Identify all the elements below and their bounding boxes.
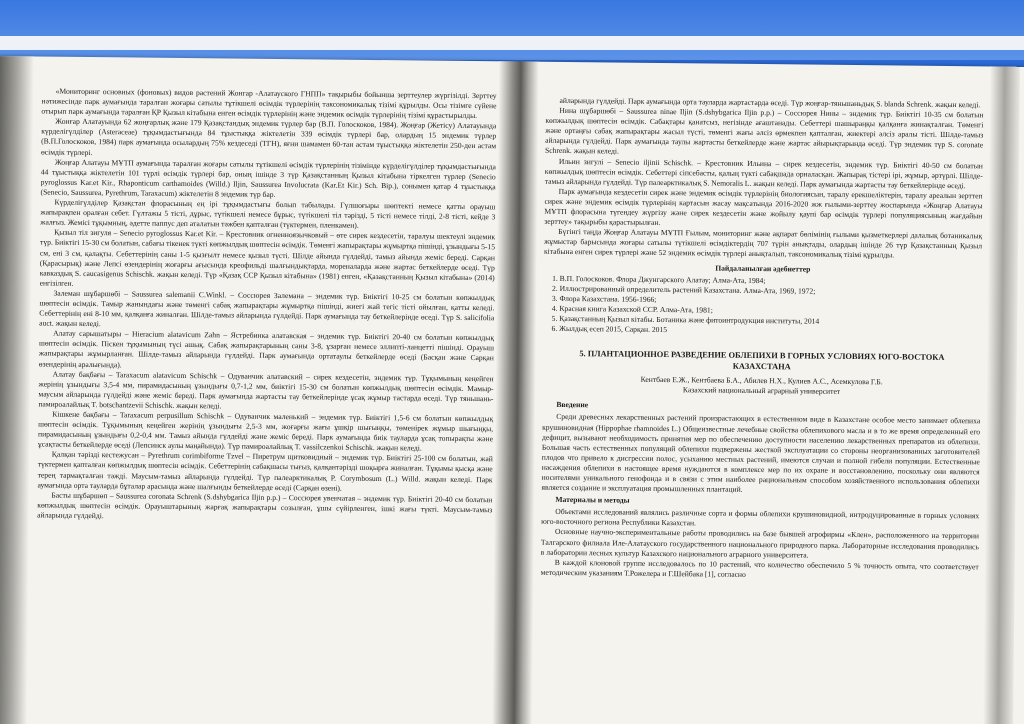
reference-item: 6. Жылдық есеп 2015, Сарқан. 2015 xyxy=(559,324,981,339)
paragraph: Среди древесных лекарственных растений произрастающих в естественном виде в Казахстане особое место занимает облепиха крушиновидная (Hippophae rhamnoides L.) Общеизвестные лечебные свойства облепихового масла и в то же время определенный его дефицит, вызывают необходимость принятия мер по обеспечению доступности населению лекарственных препаратов из облепихи. Большая часть естественных популяций облепихи подвержены жесткой эксплуатации со стороны неорганизованных заготовителей плодов что привело к дисгрессии полос, усыханию местных растений, имеются случаи и полной гибели популяции. Естественные насаждения облепихи в настоящее время нуждаются в комплексе мер по их охране и восстановлению, поскольку они являются носителями уникального генофонда и в связи с этим наиболее рациональным способом хозяйственного использования облепихи является создание и эксплуатация промышленных плантаций. xyxy=(541,412,981,494)
authors: Кентбаев Е.Ж., Кентбаева Б.А., Абилев Н.Х., Кулиев А.С., Асемкулова Г.Б. xyxy=(640,374,883,387)
scan-shadow-right xyxy=(983,66,1020,724)
paragraph: Алатау сарышатыры – Hieracium alatavicum Zahn – Ястребинка алатавская – эндемик түр. Биіктігі 20-40 см болатын көпжылдық шөптесін өсімдік. Піскен тұқымының түсі ашық. Сабақ жапырақтарының саны 3-8, ұзарған немесе эллипті-ланцетті пішінді. Орауыш жапырақтары жұмырланған. Шілде-тамыз айларында гүлдейді. Парк аумағында ортатаулы беткейлерде өседі (Басқан және Сарқан өзендерінің аралығында). xyxy=(38,328,495,369)
paragraph: Основные научно-экспериментальные работы проводились на базе бывшей агрофирмы «Клен», расположенного на территории Талгарского филиала Иле-Алатауского государственного национального природного парка. Лабораторные исследования проводились в лаборатории лесных культур Казахского национального аграрного университета. xyxy=(540,527,980,560)
paragraph: Басты шұбаршөп – Saussurea coronata Schrenk (S.dshybgarica Iljin p.p.) – Соссюрея увенчатая – эндемик түр. Биіктігі 20-40 см болатын көпжылдық шөптесін өсімдік. Орауыштарының жарғақ жапырақтары созылған, ұшы сүйірленген, ішкі жағы түкті. Маусым-тамыз айларында гүлдейді. xyxy=(37,490,493,521)
paragraph: Объектами исследований являлись различные сорта и формы облепихи крушиновидной, интродуцированные в горных условиях юго-восточного региона Республики Казахстан. xyxy=(541,507,980,528)
section-title: 5. ПЛАНТАЦИОННОЕ РАЗВЕДЕНИЕ ОБЛЕПИХИ В ГОРНЫХ УСЛОВИЯХ ЮГО-ВОСТОКА КАЗАХСТАНА xyxy=(579,349,945,372)
paragraph: Нина шұбаршөбі – Saussurea ninae Iljin (S.dshybgarica Iljin p.p.) – Соссюрея Нины – эндемик түр. Биіктігі 10-35 см болатын көпжылдық шөптесін өсімдік. Сабақтары қанатсыз, негізінде ағаштанады. Себеттері шашыраңқы қалқанға жинақталған. Төменгі және ортаңғы сабақ жапырақтары жасыл түсті, төменгі жағы әлсіз өрмекпен қапталған, жиектері әлсіз аралы тісті. Шілде-тамыз айларында гүлдейді. Парк аумағында таулы жартасты беткейлерде және жартас айырықтарында өседі. Түр эндемик түр S. coronate Schrenk. жақын келеді. xyxy=(544,106,984,157)
paragraph: Қалқан тәрізді кестежусан – Pyrethrum corimbiforme Tzvel – Пиретрум щитковидный – эндемик түр. Биіктігі 25-100 см болатын, жай түктермен қапталған көпжылдық шөптесін өсімдік. Себеттерінің сабақшасы тығыз, қалқантәрізді шоқырға жиналған. Тұқымы қысқа және терең тармақталған тәжді. Маусым-тамыз айларында гүлдейді. Түр палеарктикалық P. Corymbosum (L.) Willd. жақын келеді. Парк аумағында орта тауларда бұталар арасында және шалғынды беткейлерде өседі (Сарқан өзені). xyxy=(37,450,493,493)
paragraph: Күрделігүлділер Қазақстан флорасының ең ірі тұқымдастығы болып табылады. Гүлшоғыры шөптекті немесе қатты орауыш жапырақпен оралған себет. Гүлтажы 5 тісті, дұрыс, түтікшелі немесе бұрыс, түтікшелі тіл тәрізді, 5 тісті немесе тілді, 2-8 тісті, кейде 3 жалғыз. Жемісі тұқымның, әдетте паппус деп аталатын тәжбен қапталған (түктермен, пленкамен). xyxy=(40,197,496,231)
paragraph: Залеман шұбаршөбі – Saussurea salemanii C.Winkl. – Соссюрея Залемана – эндемик түр. Биіктігі 10-25 см болатын көпжылдық шөптесін өсімдік. Тамыр жанындағы және төменгі сабақ жапырақтары жұмыртқа пішінді, жиегі жай тегіс тісті ойылған, қатты келеді. Себеттерінің ені 8-10 мм, қалқанға жиналған. Шілде-тамыз айларында гүлдейді. Парк аумағында тау беткейлерінде өседі. Түр S. salicifolia auct. жақын келеді. xyxy=(39,288,495,329)
background-stripe xyxy=(0,36,1024,50)
paragraph: Бүгінгі таңда Жоңғар Алатауы МҰТП Ғылым, мониторинг және ақпарат бөлімінің ғылыми қызметкерлері далалық ботаникалық жұмыстар барысында жоғары сатылы түтікшелі өсімдіктердің 707 түрін анықтады, олардың ішінде 26 түр Қазақстанның Қызыл кітабына енген сирек түрлері және 52 эндемик өсімдік түрлері анықталып, таксономикалық тізімі құрылды. xyxy=(543,227,983,260)
background-top xyxy=(0,0,1024,60)
right-page xyxy=(539,96,984,724)
paragraph: Парк аумағында кездесетін сирек және эндемик өсімдік түрлерінің биологиясын, таралу ерекшеліктерін, таралу ареалын зерттеп сирек және эндемик өсімдік түрлерінің картасын жасау мақсатында 2016-2020 жж ғылыми-зерттеу жоспарында «Жоңғар Алатауы МҰТП флорасына түгендеу жүргізу және сирек кездесетін және жойылу қаупі бар өсімдік түрлері популяциясының жағдайын зерттеу» тақырыбы қарастырылған. xyxy=(544,186,983,228)
affiliation: Казахский национальный аграрный университет xyxy=(682,385,841,397)
paragraph: В каждой клоновой группе исследовалось по 10 растений, что количество обеспечило 5 % точность опыта, что соответствует методическим указаниям Т.Рожелера и Г.Шейбака [1], согласно xyxy=(540,557,979,579)
scan-shadow-left xyxy=(0,56,34,724)
reference-item: 1. В.П. Голоскоков. Флора Джунгарского Алатау; Алма-Ата, 1984; xyxy=(560,274,982,289)
references-list xyxy=(543,273,982,338)
scanned-spread xyxy=(0,56,1024,724)
reference-item: 5. Қазақстанның Қызыл кітабы. Ботаника және фитоинтродукция институты, 2014 xyxy=(559,314,981,329)
reference-item: 4. Красная книга Казахской ССР. Алма-Ата, 1981; xyxy=(559,304,981,319)
reference-item: 2. Иллюстрированный определитель растений Казахстана. Алма-Ата, 1969, 1972; xyxy=(560,284,982,299)
paragraph: Жоңғар Алатауы МҰТП аумағында таралған жоғары сатылы тұтікшелі өсімдік түрлерінің тізімінде күрделігүлділер тұқымдастығында 44 тұыстыққа жіктелетін 101 түрлі өсімдік түрлері бар, оның ішінде 3 түр Қазақстанның Қызыл кітабына тіркелген түрлер (Senecio pyroglossus Kar.et Kir., Rhaponticum carthamoides (Willd.) Iljin, Saussurea Involucrata (Kar.Et Kir.) Sch. Bip.), сонымен қатар 4 тұыстыққа (Senecio, Saussurea, Pyrethrum, Taraxacum) жіктелетін 8 эндемик түр бар. xyxy=(40,157,496,199)
reference-item: 3. Флора Казахстана. 1956-1966; xyxy=(559,294,981,309)
paragraph: айларында гүлдейді. Парк аумағында орта тауларда жартастарда өседі. Түр жоңғар-тяньшаньдық S. blanda Schrenk. жақын келеді. xyxy=(559,95,981,110)
intro-heading: Введение xyxy=(556,400,589,410)
paragraph: Алатау бақбағы – Taraxacum alatavicum Schischk – Одуванчик алатавский – сирек кездесетін, эндемик түр. Тұқымының кеңейген жерінің ұзындығы 3,5-4 мм, пирамидасының ұзындығы 0,7-1,2 мм, биіктігі 15-30 см болатын көпжылдық шөптесін өсімдік. Мамыр-маусым айларында гүлдейді және жеміс береді. Парк аумағында жартасты тау беткейлерінде ұсақ жұмыр тастарда өседі. Түр тяньшань-памироалайлық T. botschantzevii Schischk. жақын келеді. xyxy=(38,369,494,411)
paragraph: Ильин зигулі – Senecio iljinii Schischk. – Крестовник Ильина – сирек кездесетін, эндемик түр. Биіктігі 40-50 см болатын көпжылдық шөптесін өсімдік. Себеттері сіпсебасты, қалың түкті сабақшада орналасқан. Жапырақ тістері ірі, жұмыр, әртүрлі. Шілде-тамыз айларында гүлдейді. Түр палеарктикалық S. Nemoralis L. жақын келеді. Парк аумағында жартасты тау беткейлерінде өседі. xyxy=(544,156,983,190)
paragraph: Қызыл тіл зигуля – Senecio pyroglossus Kar.et Kir. – Крестовник огненноязычковый – өте сирек кездесетін, таралуы шектеулі эндемик түр. Биіктігі 15-30 см болатын, сабағы тікенек түкті көпжылдық шөптесін өсімдік. Төменгі жапырақтары жұмыртқа пішінді, ұзындығы 5-15 см, ені 3 см, қалақты. Себеттерінің саны 1-5 қызғылт немесе қызыл түсті. Шілде айында гүлдейді, тамыз айында жеміс береді. Сарқан (Қарасырық) және Лепсі өзендерінің жоғарғы ағысында креофильді шалғындықтарда, мореналарда және жартас беткейлерде өседі. Түр кавказдық S. caucasigenus Schischk. жақын келеді. Түр «Қазақ ССР Қызыл кітабына» (1981) енген, «Қазақстанның Қызыл кітабына» (2014) енгізілген. xyxy=(39,227,496,288)
paragraph: Жонғар Алатауында 62 жоңғарлық және 179 Қазақстандық эндемик түрлер бар (В.П. Голоскоков, 1984). Жоңғар (Жетісу) Алатауында күрделігүлділер (Asteraceae) тұқымдастығында 84 тұыстыққа жіктелетін 339 өсімдік түрлері бар, олардың 15 эндемик түрлер (В.П.Голоскоков, 1984) парк аумағында осылардың 75% кездеседі (ТГН), яғни шамамен 60-тан астам тұыстыққа жіктелетін 250-ден астам өсімдік түрлері. xyxy=(40,116,497,157)
references-heading: Пайдаланылған әдебиеттер xyxy=(715,263,811,274)
methods-heading: Материалы и методы xyxy=(555,495,630,505)
paragraph: «Мониторинг основных (фоновых) видов растений Жонгар -Алатауского ГНПП» тақырыбы бойынша зерттеулер жүргізілді. Зерттеу нәтижесінде парк аумағында таралған жоғары сатылы тұтікшелі өсімдік түрлерінің таксономикалық тізімі құрылды. Осы тізімге сүйене отырып парк аумағында таралған ҚР Қызыл кітабына енген өсімдік түрлерінің және эндемик өсімдік түрлерінің тізімі құрастырылды. xyxy=(41,86,497,121)
paragraph: Кішкене бақбағы – Taraxacum perpusillum Schischk – Одуванчик маленький – эндемик түр. Биіктігі 1,5-6 см болатын көпжылдық шөптесін өсімдік. Тұқымының кеңейген жерінің ұзындығы 2,5-3 мм, жоғарғы жағы ұшқір шығыңқы, төменірек жұмыр шығыңқы, пирамидасының ұзындығы 0,2-0,4 мм. Тамыз айында гүлдейді және жеміс береді. Парк аумағында биік тауларда ұсақ топырақты және ұсақтасты беткейлерде өседі (Лепсинск аулы маңайында). Түр памироалайлық T. vassilczenkoi Schischk. жақын келеді. xyxy=(37,409,494,453)
page-gutter xyxy=(492,61,539,724)
left-page xyxy=(35,87,497,722)
